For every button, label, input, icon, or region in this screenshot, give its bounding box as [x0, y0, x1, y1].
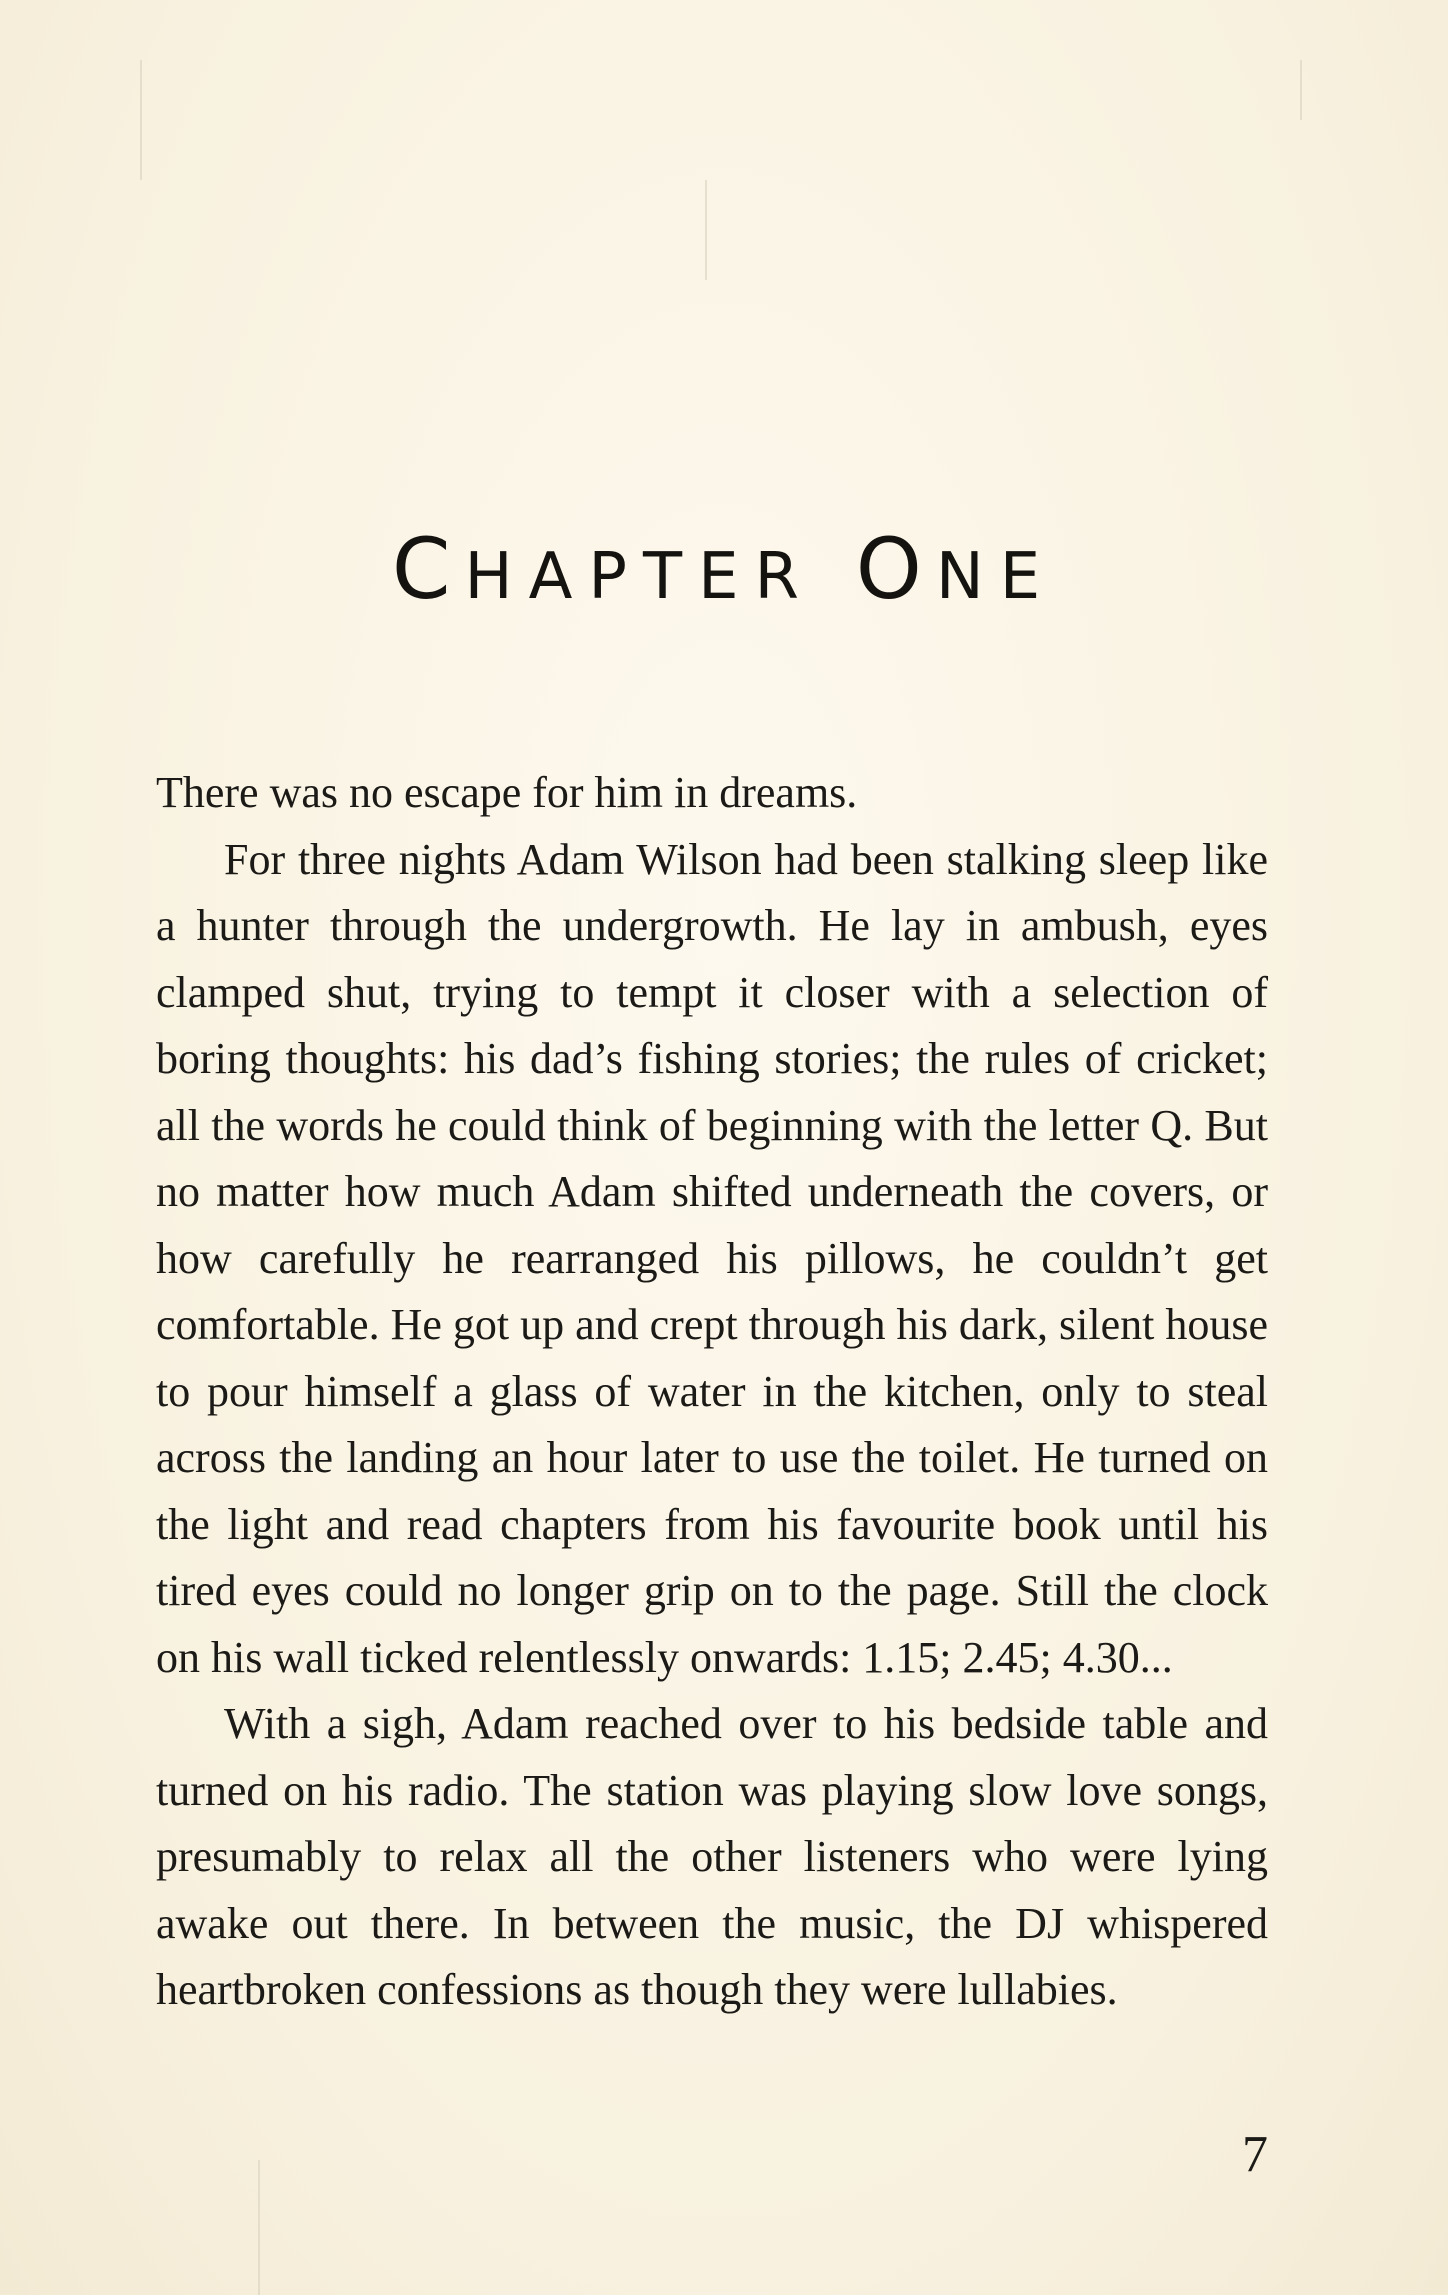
chapter-body — [156, 760, 1268, 2024]
chapter-title — [0, 520, 1448, 618]
paragraph: With a sigh, Adam reached over to his bedside table and turned on his radio. The station was playing slow love songs, presumably to relax all the other listeners who were lying awake out there. In between the music, the DJ whispered heartbroken confessions as though they were lullabies. — [156, 1699, 1268, 2014]
scan-artifact — [705, 180, 707, 280]
page-number: 7 — [1242, 2126, 1268, 2183]
paragraph: There was no escape for him in dreams. — [156, 768, 858, 817]
chapter-title-word: HAPTER — [464, 540, 815, 614]
scan-artifact — [1300, 60, 1302, 120]
chapter-title-initial: C — [391, 520, 465, 618]
chapter-title-word: NE — [935, 540, 1057, 614]
chapter-title-initial: O — [855, 520, 936, 618]
scan-artifact — [258, 2160, 260, 2295]
scan-artifact — [140, 60, 142, 180]
paragraph: For three nights Adam Wilson had been stalking sleep like a hunter through the undergrowth. He lay in ambush, eyes clamped shut, trying to tempt it closer with a selection of boring thoughts: his dad’s fishing stories; the rules of cricket; all the words he could think of beginning with the letter Q. But no matter how much Adam shifted underneath the covers, or how carefully he rearranged his pillows, he couldn’t get comfortable. He got up and crept through his dark, silent house to pour himself a glass of water in the kitchen, only to steal across the landing an hour later to use the toilet. He turned on the light and read chapters from his favourite book until his tired eyes could no longer grip on to the page. Still the clock on his wall ticked relentlessly onwards: 1.15; 2.45; 4.30... — [156, 834, 1268, 1682]
